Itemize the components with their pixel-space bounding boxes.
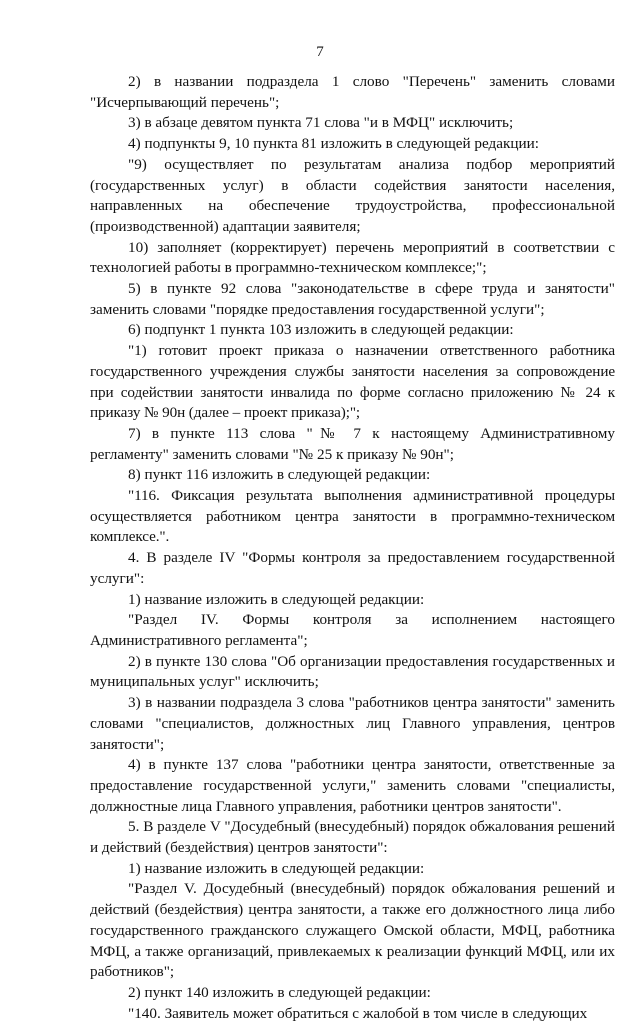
paragraph: 5. В разделе V "Досудебный (внесудебный) порядок обжалования решений и действий (бездействия) центров занятости": [90, 818, 615, 857]
paragraph: 2) в пункте 130 слова "Об организации предоставления государственных и муниципальных услуг" исключить; [90, 652, 615, 691]
paragraph: "Раздел IV. Формы контроля за исполнением настоящего Административного регламента"; [90, 611, 615, 649]
paragraph: 4) в пункте 137 слова "работники центра занятости, ответственные за предоставление государственной услуги," заменить словами "специалисты, должностные лица Главного управления, работники центров занятости". [90, 756, 615, 815]
paragraph: 2) пункт 140 изложить в следующей редакции: [128, 983, 431, 1001]
paragraph: 5) в пункте 92 слова "законодательстве в сфере труда и занятости" заменить словами "порядке предоставления государственной услуги"; [90, 280, 615, 318]
paragraph: 3) в абзаце девятом пункта 71 слова "и в МФЦ" исключить; [128, 114, 514, 132]
paragraph: 2) в названии подраздела 1 слово "Перечень" заменить словами "Исчерпывающий перечень"; [90, 73, 615, 111]
paragraph: "Раздел V. Досудебный (внесудебный) порядок обжалования решений и действий (бездействия) центра занятости, а также его должностного лица либо государственного гражданского служащего Омской области, МФЦ, работника МФЦ, а также организаций, привлекаемых к реализации функций МФЦ, или их работников"; [90, 880, 615, 981]
paragraph: "1) готовит проект приказа о назначении ответственного работника государственного учреждения службы занятости населения за сопровождение при содействии занятости инвалида по форме согласно приложению № 24 к приказу № 90н (далее – проект приказа);"; [90, 342, 615, 422]
paragraph: 1) название изложить в следующей редакции: [128, 859, 425, 877]
paragraph: 7) в пункте 113 слова "№ 7 к настоящему Административному регламенту" заменить словами "№ 25 к приказу № 90н"; [90, 424, 615, 463]
paragraph: 4. В разделе IV "Формы контроля за предоставлением государственной услуги": [90, 549, 615, 587]
paragraph: "9) осуществляет по результатам анализа подбор мероприятий (государственных услуг) в области содействия занятости населения, направленных на обеспечение трудоустройства, профессиональной (производственной) адаптации заявителя; [90, 155, 615, 235]
paragraph: 8) пункт 116 изложить в следующей редакции: [128, 466, 431, 484]
paragraph: 10) заполняет (корректирует) перечень мероприятий в соответствии с технологией работы в программно-техническом комплексе;"; [90, 238, 615, 277]
paragraph: 4) подпункты 9, 10 пункта 81 изложить в следующей редакции: [128, 135, 540, 153]
page-number: 7 [316, 44, 324, 60]
document-body [90, 72, 615, 1024]
paragraph: 1) название изложить в следующей редакции: [128, 590, 425, 608]
paragraph: 3) в названии подраздела 3 слова "работников центра занятости" заменить словами "специалистов, должностных лиц Главного управления, центров занятости"; [90, 694, 615, 753]
paragraph: "140. Заявитель может обратиться с жалобой в том числе в следующих [128, 1004, 588, 1022]
paragraph: "116. Фиксация результата выполнения административной процедуры осуществляется работником центра занятости в программно-техническом комплексе.". [90, 487, 615, 546]
paragraph: 6) подпункт 1 пункта 103 изложить в следующей редакции: [128, 321, 514, 339]
